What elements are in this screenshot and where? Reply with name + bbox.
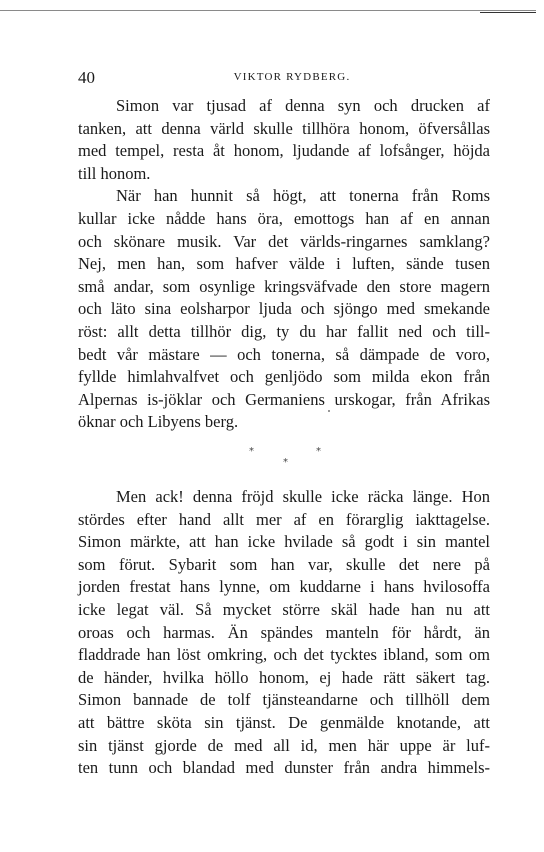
asterism-star: * xyxy=(316,446,321,457)
text-line: icke legat väl. Så mycket större skäl hade han nu att xyxy=(78,599,490,619)
text-line: röst: allt detta tillhör dig, ty du har fallit ned och till- xyxy=(78,321,490,341)
text-line: tanken, att denna värld skulle tillhöra honom, öfversållas xyxy=(78,118,490,138)
text-line: bedt vår mästare — och tonerna, så dämpade de voro, xyxy=(78,344,490,364)
text-line: Simon märkte, att han icke hvilade så godt i sin mantel xyxy=(78,532,490,552)
text-line: Men ack! denna fröjd skulle icke räcka länge. Hon xyxy=(116,487,490,506)
text-line: de händer, hvilka höllo honom, ej hade rätt säkert tag. xyxy=(78,667,490,687)
asterism-star: * xyxy=(283,457,288,468)
text-line: och skönare musik. Var det världs-ringarnes samklang? xyxy=(78,231,490,251)
text-line: med tempel, resta åt honom, ljudande af lofsånger, höjda xyxy=(78,141,490,161)
text-line: jorden frestat hans lynne, om kuddarne i hans hvilosoffa xyxy=(78,577,490,597)
text-line: ten tunn och blandad med dunster från andra himmels- xyxy=(78,758,490,778)
text-line: små andar, som osynlige kringsväfvade den store magern xyxy=(78,276,490,296)
top-edge-rule-accent xyxy=(480,12,536,13)
text-block-lower xyxy=(78,486,490,780)
text-line: kullar icke nådde hans öra, emottogs han af en annan xyxy=(78,208,490,228)
text-line: Simon bannade de tolf tjänsteandarne och tillhöll dem xyxy=(78,690,490,710)
section-separator xyxy=(0,436,544,466)
text-line: När han hunnit så högt, att tonerna från Roms xyxy=(116,186,490,206)
text-line: fyllde himlahvalfvet och genljödo som milda ekon från xyxy=(78,367,490,387)
text-line: Simon var tjusad af denna syn och drucken af xyxy=(116,96,490,115)
text-line: och läto sina eolsharpor ljuda och sjöngo med smekande xyxy=(78,299,490,319)
text-line: att bättre sköta sin tjänst. De genmälde knotande, att xyxy=(78,712,490,732)
text-line: stördes efter hand allt mer af en förarglig iakttagelse. xyxy=(78,509,490,529)
print-speck xyxy=(328,410,330,412)
text-line: till honom. xyxy=(78,163,151,183)
running-head: VIKTOR RYDBERG. xyxy=(233,71,351,83)
text-line: oroas och harmas. Än spändes manteln för hårdt, än xyxy=(78,622,490,642)
text-line: Nej, men han, som hafver välde i luften, sände tusen xyxy=(78,254,490,274)
text-line: öknar och Libyens berg. xyxy=(78,412,239,432)
top-edge-rule xyxy=(0,10,536,11)
text-line: sin tjänst gjorde de med all id, men här uppe är luf- xyxy=(78,735,490,755)
page-number: 40 xyxy=(78,68,95,87)
text-block-upper xyxy=(78,95,490,434)
text-line: som förut. Sybarit som han var, skulle det nere på xyxy=(78,554,490,574)
text-line: Alpernas is-jöklar och Germaniens urskogar, från Afrikas xyxy=(78,389,490,409)
text-line: fladdrade han löst omkring, och det tycktes ibland, som om xyxy=(78,645,490,665)
asterism-star: * xyxy=(249,446,254,457)
